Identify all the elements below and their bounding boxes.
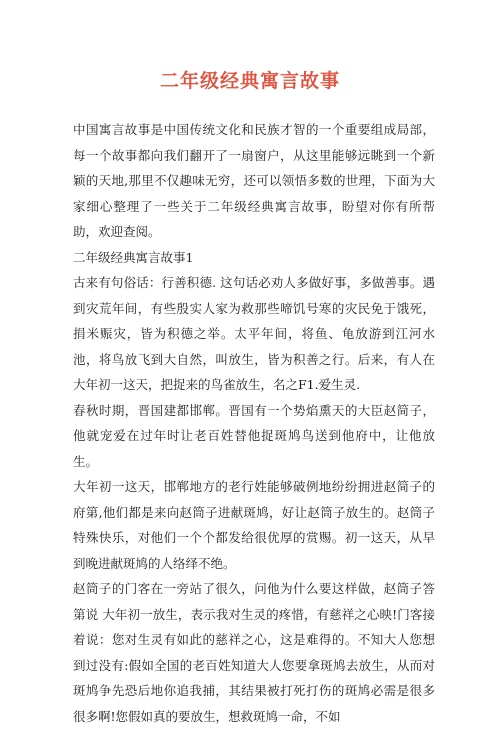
story-paragraph: 春秋时期，晋国建都邯郸。晋国有一个势焰熏天的大臣赵简子，他就宠爱在过年时让老百姓替他捉斑鸠鸟送到他府中，让他放生。 xyxy=(73,402,435,469)
story-paragraph: 古来有句俗话：行善积德. 这句话必劝人多做好事，多做善事。遇到灾荒年间，有些殷实人家为救那些啼饥号寒的灾民免于饿死，捐米赈灾，皆为积德之举。太平年间，将鱼、龟放游到江河水池，将鸟放飞到大自然，叫放生，皆为积善之行。后来，有人在大年初一这天，把捉来的鸟雀放生，名之F1.爱生灵. xyxy=(73,275,435,392)
story-paragraph: 赵筒子的门客在一旁站了很久，问他为什么要这样做，赵筒子答第说 大年初一放生，表示我对生灵的疼惜，有慈祥之心映!门客接着说：您对生灵有如此的慈祥之心，这是难得的。不知大人您想到过没有:假如全国的老百姓知道大人您要拿斑鸠去放生，从而对斑鸠争先恐后地你追我捕，其结果被打死打伤的斑鸠必需是很多很多啊!您假如真的要放生，想救斑鸠一命，不如 xyxy=(73,581,435,724)
intro-paragraph: 中国寓言故事是中国传统文化和民族才智的一个重要组成局部，每一个故事都向我们翻开了一扇窗户，从这里能够远眺到一个新颖的天地,那里不仅趣味无穷，还可以领悟多数的世理，下面为大家细心整理了一些关于二年级经典寓言故事，盼望对你有所帮助，欢迎查阅。 xyxy=(73,122,435,239)
document-body xyxy=(73,117,435,729)
story-heading: 二年级经典寓言故事1 xyxy=(73,249,194,265)
story-paragraph: 大年初一这天，邯郸地方的老行姓能够破例地纷纷拥进赵简子的府第,他们都是来向赵筒子进献斑鸠，好让赵筒子放生的。赵筒子特殊快乐，对他们一个个都发给很优厚的赏赐。初一这天，从早到晚进献斑鸠的人络绎不绝。 xyxy=(73,479,435,571)
page-title: 二年级经典寓言故事 xyxy=(159,70,340,92)
